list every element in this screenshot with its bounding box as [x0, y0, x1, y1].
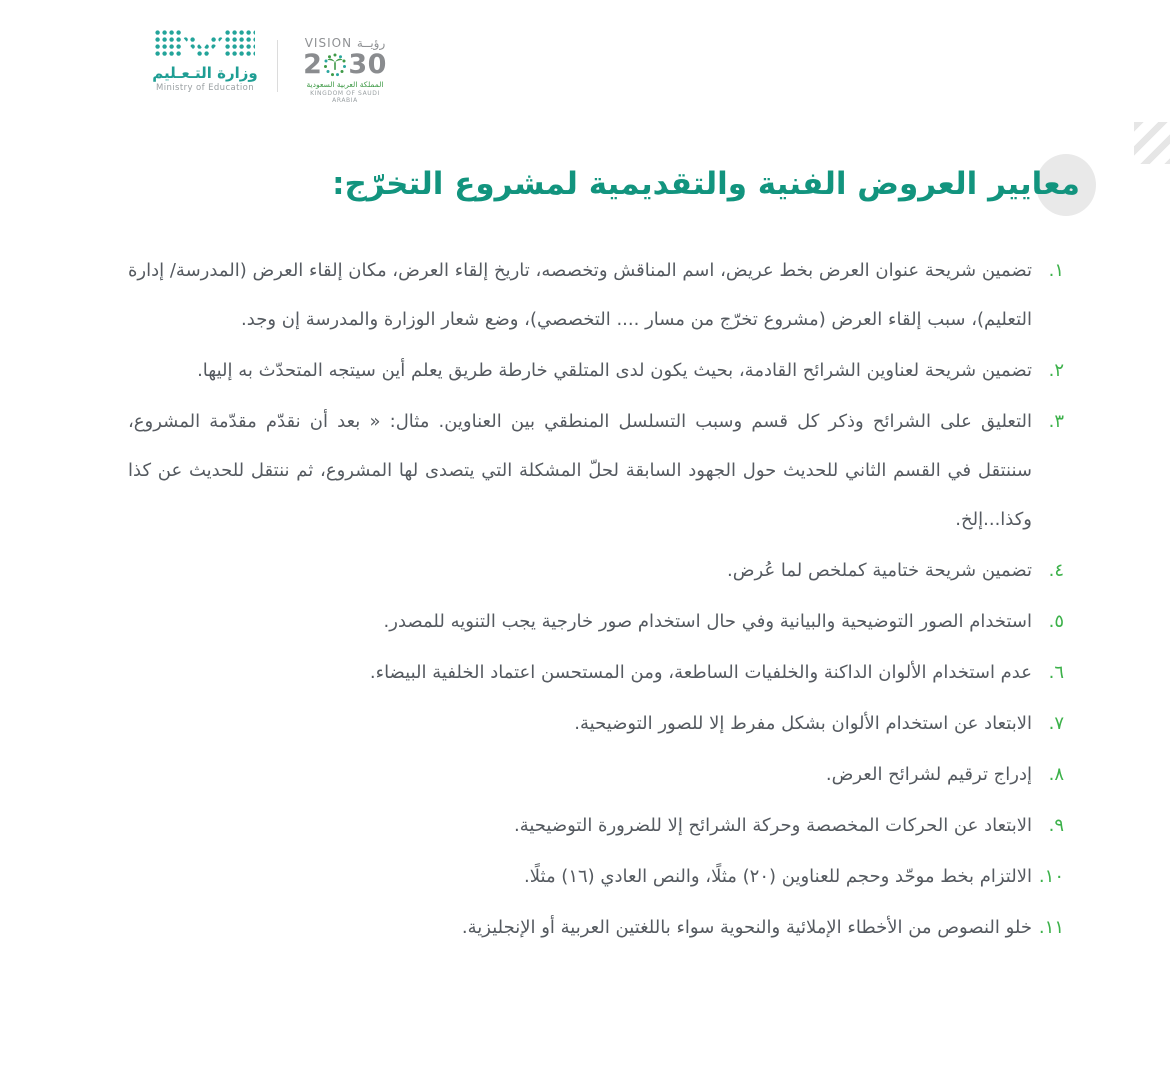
criteria-list — [128, 246, 1064, 954]
page-title: معايير العروض الفنية والتقديمية لمشروع التخرّج: — [332, 166, 1080, 202]
list-item — [128, 699, 1064, 748]
vision-2030-emblem-icon — [323, 52, 347, 78]
list-item-number: ٣. — [1048, 411, 1064, 432]
list-item-text: تضمين شريحة ختامية كملخص لما عُرض. — [727, 560, 1032, 581]
ministry-name-english: Ministry of Education — [155, 83, 255, 93]
vision-2030-logo — [298, 36, 392, 104]
list-item-number: ٨. — [1048, 764, 1064, 785]
list-item-number: ١٠. — [1038, 866, 1064, 887]
list-item — [128, 852, 1064, 901]
list-item-text: الالتزام بخط موحّد وحجم للعناوين (٢٠) مثلًا، والنص العادي (١٦) مثلًا. — [524, 866, 1032, 887]
corner-stripes-decoration — [1134, 122, 1170, 164]
list-item-text: تضمين شريحة لعناوين الشرائح القادمة، بحيث يكون لدى المتلقي خارطة طريق يعلم أين سيتجه المتحدّث به إليها. — [197, 360, 1032, 381]
vision-country-english: KINGDOM OF SAUDI ARABIA — [310, 90, 380, 104]
list-item — [128, 546, 1064, 595]
list-item-text: تضمين شريحة عنوان العرض بخط عريض، اسم المناقش وتخصصه، تاريخ إلقاء العرض، مكان إلقاء العرض (المدرسة/ إدارة التعليم)، سبب إلقاء العرض (مشروع تخرّج من مسار .... التخصصي)، وضع شعار الوزارة والمدرسة إن وجد. — [128, 260, 1032, 330]
list-item-number: ٦. — [1048, 662, 1064, 683]
title-block — [130, 154, 1080, 214]
logo-divider — [277, 40, 278, 92]
list-item-number: ٧. — [1048, 713, 1064, 734]
list-item-number: ١. — [1048, 260, 1064, 281]
list-item-text: التعليق على الشرائح وذكر كل قسم وسبب التسلسل المنطقي بين العناوين. مثال: « بعد أن نقدّم مقدّمة المشروع، سننتقل في القسم الثاني للحديث حول الجهود السابقة لحلّ المشكلة التي يتصدى لها المشروع، ثم ننتقل للحديث عن كذا وكذا...إلخ. — [128, 411, 1032, 530]
list-item-number: ٩. — [1048, 815, 1064, 836]
list-item — [128, 246, 1064, 344]
list-item — [128, 750, 1064, 799]
list-item-number: ٤. — [1048, 560, 1064, 581]
list-item-text: استخدام الصور التوضيحية والبيانية وفي حال استخدام صور خارجية يجب التنويه للمصدر. — [383, 611, 1032, 632]
list-item — [128, 397, 1064, 544]
list-item-number: ٥. — [1048, 611, 1064, 632]
list-item — [128, 801, 1064, 850]
list-item-text: الابتعاد عن الحركات المخصصة وحركة الشرائح إلا للضرورة التوضيحية. — [513, 815, 1032, 836]
vision-year-suffix: 30 — [348, 49, 387, 80]
ministry-name-arabic: وزارة التـعـليم — [152, 64, 258, 82]
list-item-text: الابتعاد عن استخدام الألوان بشكل مفرط إلا للصور التوضيحية. — [574, 713, 1032, 734]
list-item — [128, 597, 1064, 646]
vision-year-prefix: 2 — [303, 49, 323, 80]
list-item — [128, 903, 1064, 952]
list-item-number: ٢. — [1048, 360, 1064, 381]
ministry-logo-dots-icon — [155, 30, 255, 62]
list-item-number: ١١. — [1038, 917, 1064, 938]
vision-wordmark: VISION رؤيــة — [304, 36, 386, 50]
list-item-text: خلو النصوص من الأخطاء الإملائية والنحوية سواء باللغتين العربية أو الإنجليزية. — [461, 917, 1032, 938]
list-item — [128, 346, 1064, 395]
list-item — [128, 648, 1064, 697]
ministry-of-education-logo — [138, 30, 272, 93]
list-item-text: عدم استخدام الألوان الداكنة والخلفيات الساطعة، ومن المستحسن اعتماد الخلفية البيضاء. — [369, 662, 1032, 683]
list-item-text: إدراج ترقيم لشرائح العرض. — [825, 764, 1032, 785]
vision-year — [298, 51, 392, 78]
vision-country-arabic: المملكة العربية السعودية — [306, 80, 384, 89]
